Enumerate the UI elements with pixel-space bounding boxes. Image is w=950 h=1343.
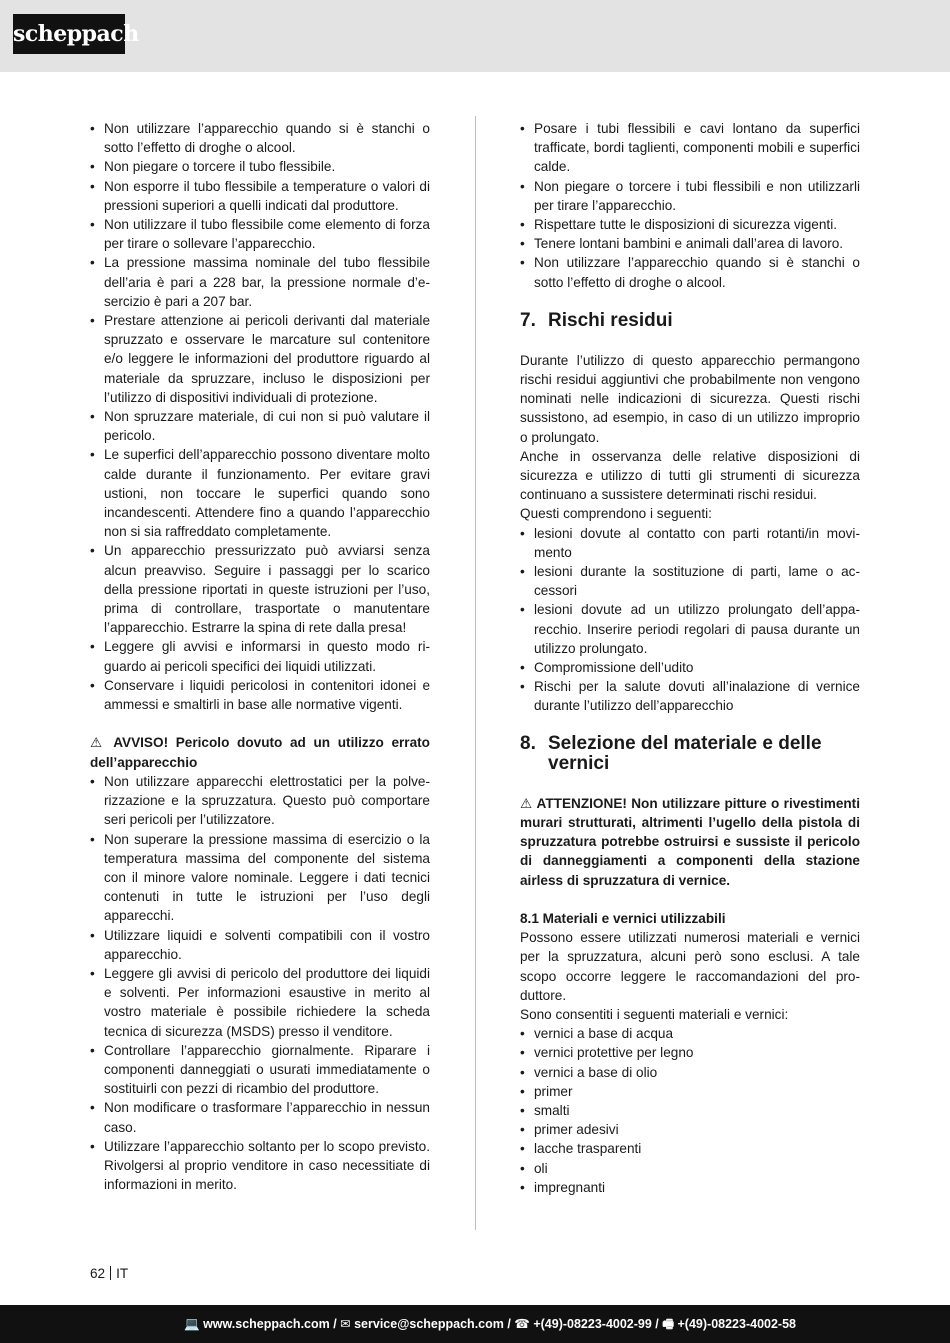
list-item: • Controllare l’apparecchio giornalmente. Riparare i componenti danneggiati o usurati immediatamente o sostituirli con pezzi di ricambio del produttore.: [90, 1041, 430, 1099]
list-item: • Leggere gli avvisi e informarsi in questo modo riguardo ai pericoli specifici dei liquidi utilizzati.: [90, 637, 430, 675]
list-item: • Non piegare o torcere il tubo flessibile.: [90, 157, 430, 176]
scheppach-logo: scheppach: [13, 14, 125, 54]
paragraph: Durante l’utilizzo di questo apparecchio permangono rischi residui aggiuntivi che probabilmente non vengono nominati nelle indicazioni di sicurezza. Questi rischi sussistono, ad esempio, in caso di un utilizzo improprio o prolungato.: [520, 352, 860, 445]
list-item: • primer: [520, 1082, 860, 1101]
section-title: Selezione del materiale e delle vernici: [548, 732, 822, 774]
list-item: • lesioni durante la sostituzione di parti, lame o accessori: [520, 562, 860, 600]
list-item: • Posare i tubi flessibili e cavi lontano da superfici trafficate, bordi taglienti, componenti mobili e superfici calde.: [520, 119, 860, 177]
materials-list: [520, 1024, 860, 1197]
list-item: • vernici a base di acqua: [520, 1024, 860, 1043]
safety-list-2: [90, 772, 430, 1194]
section-number: 8.: [520, 732, 536, 754]
list-item: • impregnanti: [520, 1178, 860, 1197]
section-7-heading: [520, 311, 860, 331]
list-item: • Non piegare o torcere i tubi flessibili e non utilizzarli per tirare l’apparecchio.: [520, 177, 860, 215]
list-item: • Utilizzare liquidi e solventi compatibili con il vostro apparecchio.: [90, 926, 430, 964]
page-number-value: 62: [90, 1266, 106, 1281]
section-title: Rischi residui: [548, 309, 673, 331]
right-column: [520, 119, 860, 1197]
list-item: • Non modificare o trasformare l’apparecchio in nessun caso.: [90, 1098, 430, 1136]
paragraph: Questi comprendono i seguenti:: [520, 506, 712, 522]
paragraph: Anche in osservanza delle relative disposizioni di sicurezza e utilizzo di tutti gli strumenti di sicurezza continuano a sussistere determinati rischi residui.: [520, 448, 860, 503]
language-code: IT: [116, 1266, 129, 1281]
list-item: • Non superare la pressione massima di esercizio o la temperatura massima del componente del sistema con il minore valore nominale. Leggere i dati tecnici contenuti in tutte le istruzioni per l’uso degli apparecchi.: [90, 830, 430, 926]
list-item: • Prestare attenzione ai pericoli derivanti dal materiale spruzzato e osservare le marcature sul contenitore e/o leggere le informazioni del produttore riguardo al materiale da spruzzare, incluso le disposizioni per l’utilizzo di dispositivi individuali di protezione.: [90, 311, 430, 407]
safety-list-1: [90, 119, 430, 714]
contact-info: 💻 www.scheppach.com / ✉ service@scheppach.com / ☎ +(49)-08223-4002-99 / 🖷 +(49)-08223-4002-58: [184, 1317, 796, 1331]
list-item: • Non esporre il tubo flessibile a temperature o valori di pressioni superiori a quelli indicati dal produttore.: [90, 177, 430, 215]
list-item: • lesioni dovute al contatto con parti rotanti/in movimento: [520, 524, 860, 562]
column-divider: [475, 116, 476, 1230]
list-item: • Utilizzare l’apparecchio soltanto per lo scopo previsto. Rivolgersi al proprio venditore in caso necessitiate di informazioni in merito.: [90, 1137, 430, 1195]
page-footer: [0, 1305, 950, 1343]
list-item: • Conservare i liquidi pericolosi in contenitori idonei e ammessi e smaltirli in base alle normative vigenti.: [90, 676, 430, 714]
attention-warning: ⚠ ATTENZIONE! Non utilizzare pitture o rivestimenti murari strutturati, altrimenti l’ugello della pistola di spruzzatura potrebbe ostruirsi e sussiste il pericolo di danneggiamenti a componenti della stazione airless di spruzzatura di vernice.: [520, 795, 860, 888]
residual-risks-list: [520, 524, 860, 716]
list-item: • Non utilizzare il tubo flessibile come elemento di forza per tirare o sollevare l’apparecchio.: [90, 215, 430, 253]
list-item: • primer adesivi: [520, 1120, 860, 1139]
list-item: • Compromissione dell’udito: [520, 658, 860, 677]
list-item: • Un apparecchio pressurizzato può avviarsi senza alcun preavviso. Seguire i passaggi per lo scarico della pressione riportati in queste istruzioni per l’uso, prima di controllare, trasportate o manutentare l’apparecchio. Estrarre la spina di rete dalla presa!: [90, 541, 430, 637]
list-item: • oli: [520, 1159, 860, 1178]
list-item: • smalti: [520, 1101, 860, 1120]
section-number: 7.: [520, 309, 536, 331]
subsection-title: 8.1 Materiali e vernici utilizzabili: [520, 910, 726, 926]
list-item: • Rischi per la salute dovuti all’inalazione di vernice durante l’utilizzo dell’apparecchio: [520, 677, 860, 715]
safety-list-3: [520, 119, 860, 292]
page-number: [90, 1265, 128, 1283]
list-item: • Le superfici dell’apparecchio possono diventare molto calde durante il funzionamento. Per evitare gravi ustioni, non toccare le superfici quando sono incandescenti. Attendere fino a quando l’apparecchio non si sia raffreddato completamente.: [90, 445, 430, 541]
list-item: • lesioni dovute ad un utilizzo prolungato dell’apparecchio. Inserire periodi regolari di pausa durante un utilizzo prolungato.: [520, 600, 860, 658]
list-item: • La pressione massima nominale del tubo flessibile dell’aria è pari a 228 bar, la pressione normale d’esercizio è pari a 207 bar.: [90, 253, 430, 311]
list-item: • Tenere lontani bambini e animali dall’area di lavoro.: [520, 234, 860, 253]
list-item: • vernici a base di olio: [520, 1063, 860, 1082]
list-item: • Non utilizzare apparecchi elettrostatici per la polverizzazione e la spruzzatura. Questo può comportare seri pericoli per l’utilizzatore.: [90, 772, 430, 830]
list-item: • vernici protettive per legno: [520, 1043, 860, 1062]
section-8-heading: [520, 734, 860, 774]
list-item: • Non spruzzare materiale, di cui non si può valutare il pericolo.: [90, 407, 430, 445]
left-column: [90, 119, 430, 1194]
list-item: • Leggere gli avvisi di pericolo del produttore dei liquidi e solventi. Per informazioni esaustive in merito al vostro materiale è possibile richiedere la scheda tecnica di sicurezza (MSDS) presso il venditore.: [90, 964, 430, 1041]
warning-heading: ⚠ AVVISO! Pericolo dovuto ad un utilizzo errato dell’apparecchio: [90, 735, 430, 770]
paragraph: Sono consentiti i seguenti materiali e vernici:: [520, 1006, 789, 1022]
paragraph: Possono essere utilizzati numerosi materiali e vernici per la spruzzatura, alcuni però sono esclusi. A tale scopo occorre leggere le raccomandazioni del produttore.: [520, 930, 860, 1003]
list-item: • lacche trasparenti: [520, 1139, 860, 1158]
list-item: • Non utilizzare l’apparecchio quando si è stanchi o sotto l’effetto di droghe o alcool.: [90, 119, 430, 157]
list-item: • Rispettare tutte le disposizioni di sicurezza vigenti.: [520, 215, 860, 234]
page-header: [0, 0, 950, 72]
list-item: • Non utilizzare l’apparecchio quando si è stanchi o sotto l’effetto di droghe o alcool.: [520, 253, 860, 291]
